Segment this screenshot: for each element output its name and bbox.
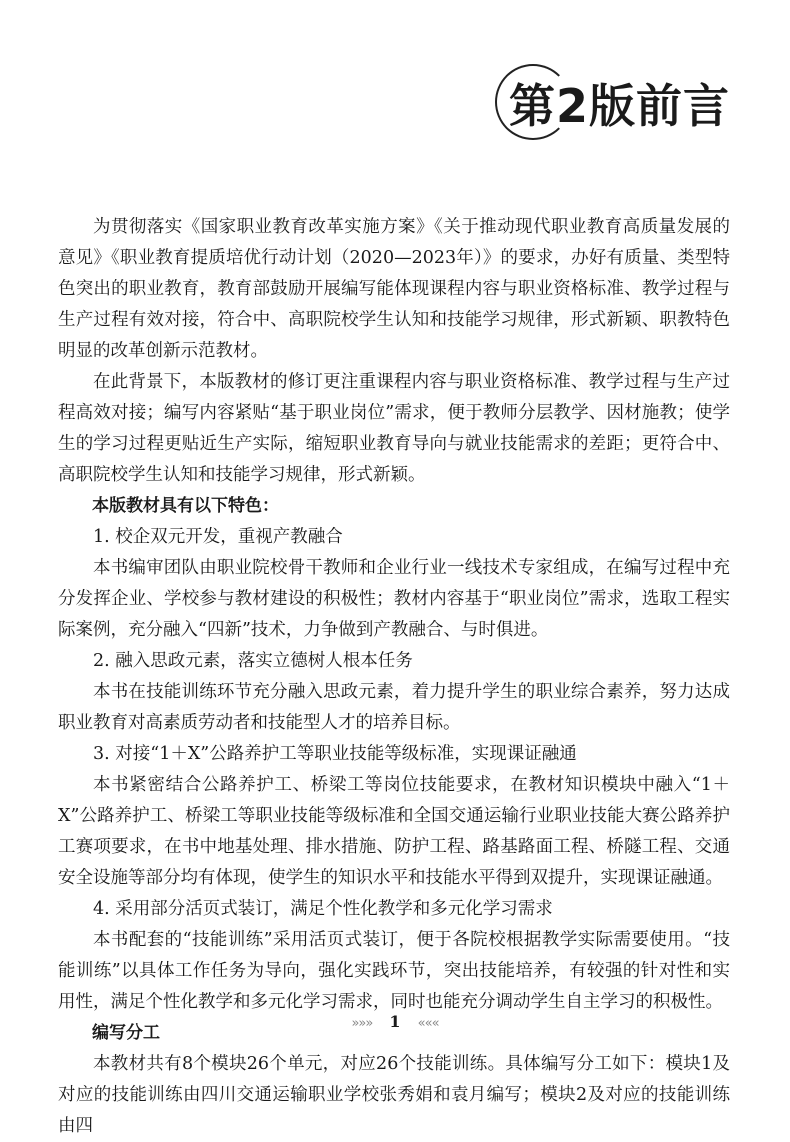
- features-heading: 本版教材具有以下特色：: [92, 496, 279, 516]
- feature-2-title: 2. 融入思政元素，落实立德树人根本任务: [93, 651, 413, 671]
- title-block: [509, 70, 730, 136]
- feature-1-title: 1. 校企双元开发，重视产教融合: [93, 527, 343, 547]
- footer-left-marks: »»»: [351, 1016, 373, 1031]
- authors-heading: 编写分工: [92, 1023, 160, 1043]
- feature-4-title: 4. 采用部分活页式装订，满足个性化教学和多元化学习需求: [93, 899, 553, 919]
- feature-1-text: 本书编审团队由职业院校骨干教师和企业行业一线技术专家组成，在编写过程中充分发挥企业、学校参与教材建设的积极性；教材内容基于“职业岗位”需求，选取工程实际案例，充分融入“四新”技术，力争做到产教融合、与时俱进。: [58, 558, 730, 640]
- body-text: [58, 212, 730, 1142]
- feature-3-text: 本书紧密结合公路养护工、桥梁工等岗位技能要求，在教材知识模块中融入“1＋X”公路养护工、桥梁工等职业技能等级标准和全国交通运输行业职业技能大赛公路养护工赛项要求，在书中地基处理、排水措施、防护工程、路基路面工程、桥隧工程、交通安全设施等部分均有体现，使学生的知识水平和技能水平得到双提升，实现课证融通。: [58, 775, 730, 888]
- authors-text: 本教材共有8个模块26个单元，对应26个技能训练。具体编写分工如下：模块1及对应的技能训练由四川交通运输职业学校张秀娟和袁月编写；模块2及对应的技能训练由四: [58, 1054, 730, 1136]
- footer-right-marks: «««: [417, 1016, 439, 1031]
- paragraph-intro: 为贯彻落实《国家职业教育改革实施方案》《关于推动现代职业教育高质量发展的意见》《职业教育提质培优行动计划（2020—2023年）》的要求，办好有质量、类型特色突出的职业教育，教育部鼓励开展编写能体现课程内容与职业资格标准、教学过程与生产过程有效对接，符合中、高职院校学生认知和技能学习规律，形式新颖、职教特色明显的改革创新示范教材。: [58, 217, 730, 361]
- page-title: 第2版前言: [508, 79, 730, 133]
- feature-2-text: 本书在技能训练环节充分融入思政元素，着力提升学生的职业综合素养，努力达成职业教育对高素质劳动者和技能型人才的培养目标。: [58, 682, 730, 733]
- feature-3-title: 3. 对接“1＋X”公路养护工等职业技能等级标准，实现课证融通: [93, 744, 577, 764]
- feature-4-text: 本书配套的“技能训练”采用活页式装订，便于各院校根据教学实际需要使用。“技能训练”以具体工作任务为导向，强化实践环节，突出技能培养，有较强的针对性和实用性，满足个性化教学和多元化学习需求，同时也能充分调动学生自主学习的积极性。: [58, 930, 730, 1012]
- page-number: 1: [389, 1012, 401, 1031]
- page-footer: [0, 1012, 790, 1031]
- paragraph-background: 在此背景下，本版教材的修订更注重课程内容与职业资格标准、教学过程与生产过程高效对接；编写内容紧贴“基于职业岗位”需求，便于教师分层教学、因材施教；使学生的学习过程更贴近生产实际，缩短职业教育导向与就业技能需求的差距；更符合中、高职院校学生认知和技能学习规律，形式新颖。: [58, 372, 730, 485]
